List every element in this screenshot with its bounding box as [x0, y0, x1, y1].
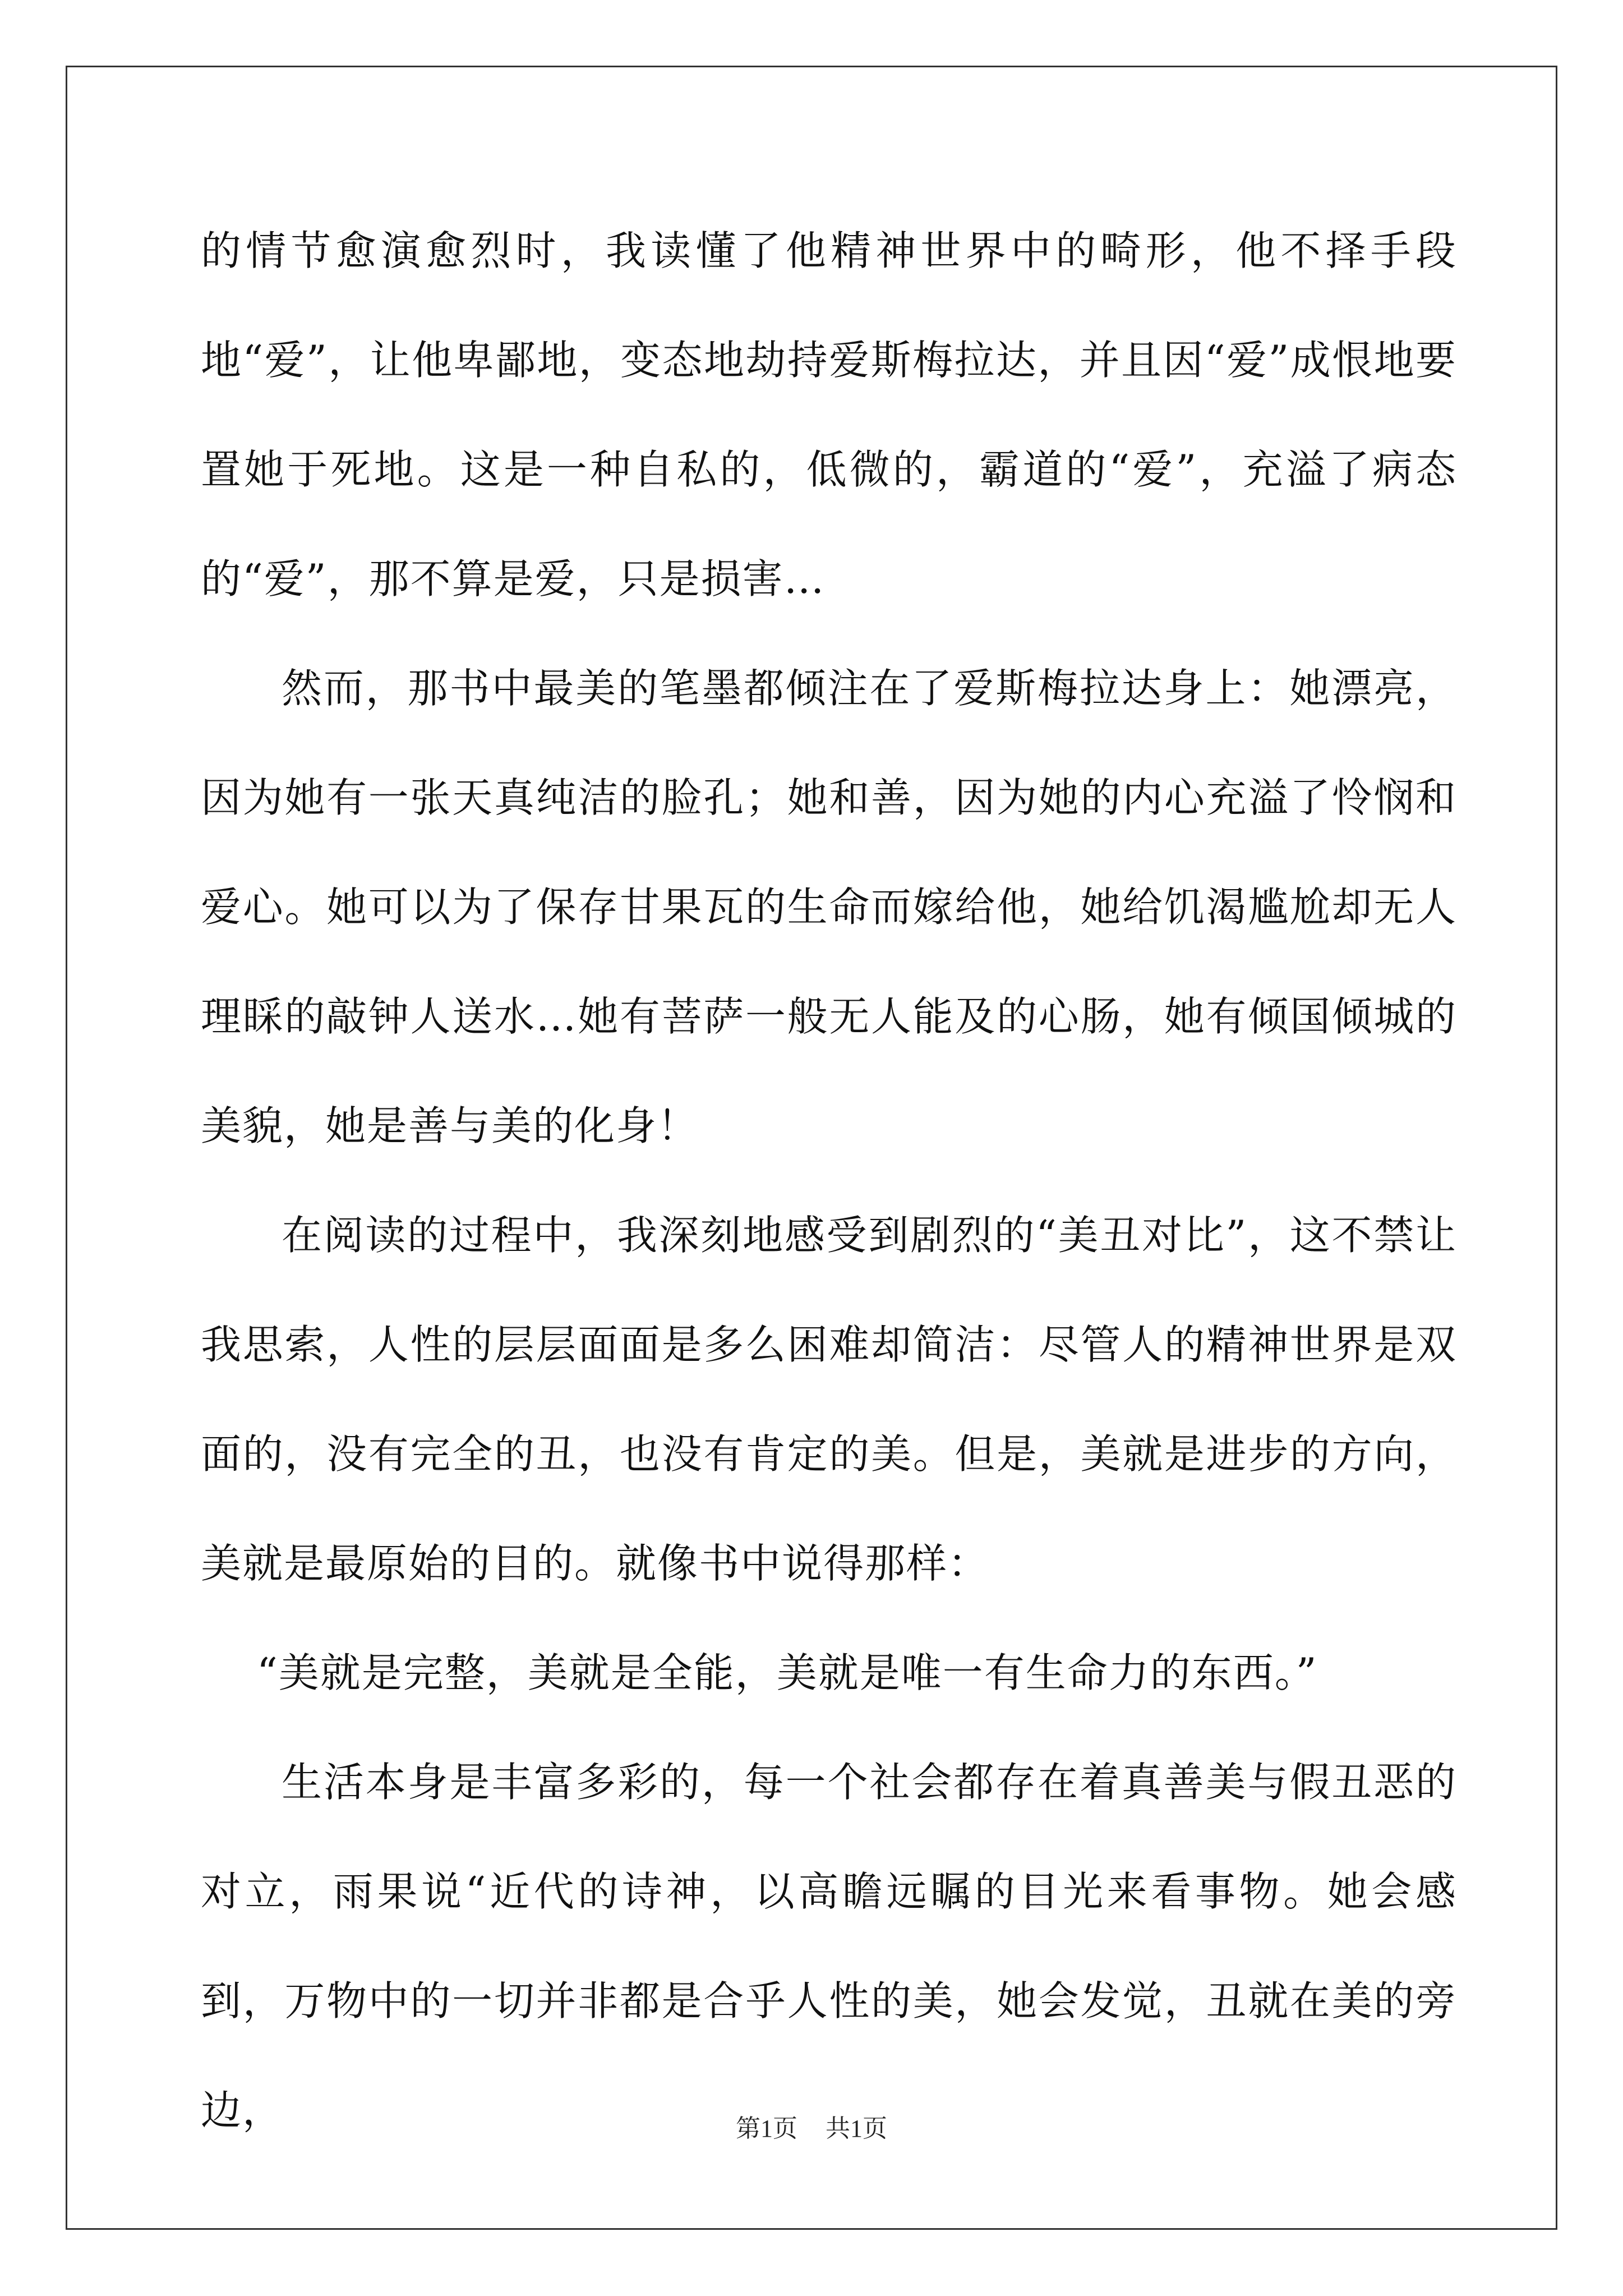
paragraph-5: 生活本身是丰富多彩的，每一个社会都存在着真善美与假丑恶的对立，雨果说“近代的诗神，以高瞻远瞩的目光来看事物。她会感到，万物中的一切并非都是合乎人性的美，她会发觉，丑就在美的旁边， [201, 1759, 1457, 2134]
page-number: 第1页 [736, 2115, 797, 2142]
paragraph-1: 的情节愈演愈烈时，我读懂了他精神世界中的畸形，他不择手段地“爱”，让他卑鄙地，变态地劫持爱斯梅拉达，并且因“爱”成恨地要置她于死地。这是一种自私的，低微的，霸道的“爱”，充溢了病态的“爱”，那不算是爱，只是损害… [201, 227, 1457, 602]
page-total: 共1页 [826, 2115, 887, 2142]
page-footer [0, 2108, 1623, 2144]
quote-paragraph: “美就是完整，美就是全能，美就是唯一有生命力的东西。” [257, 1649, 1318, 1696]
paragraph-2: 然而，那书中最美的笔墨都倾注在了爱斯梅拉达身上：她漂亮，因为她有一张天真纯洁的脸孔；她和善，因为她的内心充溢了怜悯和爱心。她可以为了保存甘果瓦的生命而嫁给他，她给饥渴尴尬却无人理睬的敲钟人送水…她有菩萨一般无人能及的心肠，她有倾国倾城的美貌，她是善与美的化身！ [201, 665, 1457, 1149]
paragraph-3: 在阅读的过程中，我深刻地感受到剧烈的“美丑对比”，这不禁让我思索，人性的层层面面是多么困难却简洁：尽管人的精神世界是双面的，没有完全的丑，也没有肯定的美。但是，美就是进步的方向，美就是最原始的目的。就像书中说得那样： [201, 1212, 1457, 1587]
document-body [201, 196, 1457, 2165]
